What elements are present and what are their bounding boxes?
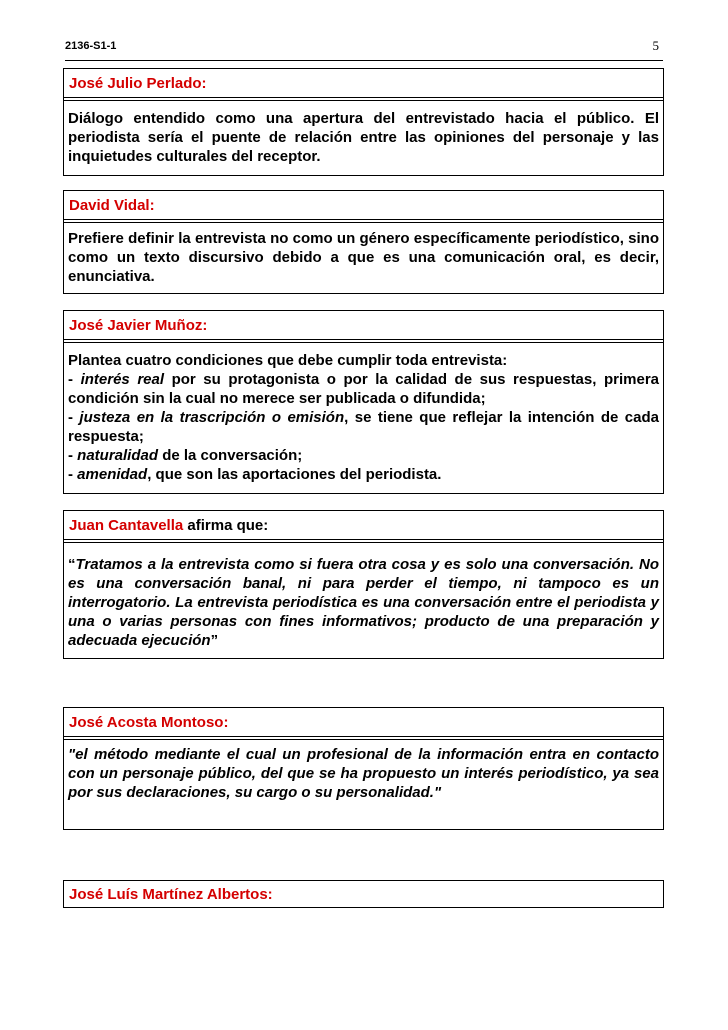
author-name [64,511,663,540]
quote-box-vidal [63,190,664,294]
condition-item: - naturalidad de la conversación; [68,447,303,464]
condition-term: amenidad [77,466,148,483]
quote-box-cantavella [63,510,664,659]
page-number: 5 [652,38,659,53]
author-name-text: David Vidal: [69,197,155,214]
quote-italic: "el método mediante el cual un profesional de la información entra en contacto con un personaje público, del que se ha propuesto un interés periodístico, ya sea por sus declaraciones, su cargo o su personalidad." [68,746,659,801]
quote-box-martinez-albertos [63,880,664,908]
quote-box-munoz [63,310,664,494]
quote-box-acosta [63,707,664,830]
author-name [64,311,663,340]
quote-paragraph [68,745,659,802]
author-name [64,708,663,737]
author-name-text: José Julio Perlado: [69,75,207,92]
quote-italic: Tratamos a la entrevista como si fuera otra cosa y es solo una conversación. No es una conversación banal, ni para perder el tiempo, ni tampoco es un interrogatorio. La entrevista periodística es una conversación entre el periodista y una o varias personas con fines informativos; producto de una preparación y adecuada ejecución [68,556,659,649]
author-name [64,191,663,220]
definition-text [64,222,663,293]
author-name-text: José Javier Muñoz: [69,317,208,334]
author-name [64,69,663,98]
definition-paragraph: Diálogo entendido como una apertura del entrevistado hacia el público. El periodista sería el puente de relación entre las opiniones del personaje y las inquietudes culturales del receptor. [68,110,659,165]
page-header [65,36,663,56]
author-name-suffix: afirma que: [183,517,269,534]
quote-box-perlado [63,68,664,176]
conditions-intro: Plantea cuatro condiciones que debe cumplir toda entrevista: [68,352,508,369]
quote-paragraph: “Tratamos a la entrevista como si fuera otra cosa y es solo una conversación. No es una conversación banal, ni para perder el tiempo, ni tampoco es un interrogatorio. La entrevista periodística es una conversación entre el periodista y una o varias personas con fines informativos; producto de una preparación y adecuada ejecución” [68,556,659,649]
author-name-text: José Acosta Montoso: [69,714,229,731]
author-name-text: José Luís Martínez Albertos: [69,886,273,903]
author-name [64,881,663,907]
definition-text [64,739,663,829]
document-code: 2136-S1-1 [65,40,117,52]
definition-text [64,100,663,175]
definition-text [64,542,663,658]
condition-item: - interés real por su protagonista o por la calidad de sus respuestas, primera condición sin la cual no merece ser publicada o difundida; [68,371,660,407]
condition-term: interés real [80,371,165,388]
header-rule [65,60,663,61]
condition-item: - justeza en la trascripción o emisión, se tiene que reflejar la intención de cada respuesta; [68,409,659,445]
condition-term: justeza en la trascripción o emisión [79,409,345,426]
condition-item: - amenidad, que son las aportaciones del periodista. [68,466,442,483]
definition-text [64,342,663,493]
condition-term: naturalidad [77,447,159,464]
definition-paragraph: Prefiere definir la entrevista no como un género específicamente periodístico, sino como un texto discursivo debido a que es una comunicación oral, es decir, enunciativa. [68,230,659,285]
author-name-text: Juan Cantavella [69,517,184,534]
